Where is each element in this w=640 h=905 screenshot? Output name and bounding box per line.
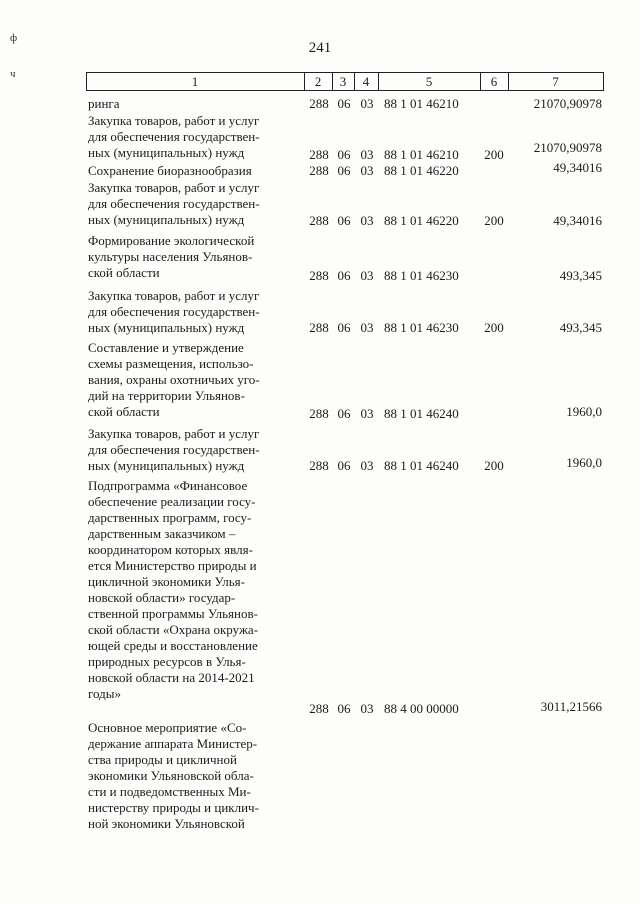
cell-col-5: 88 1 01 46230 [384, 268, 459, 283]
description-line: Сохранение биоразнообразия [88, 163, 252, 178]
description-line: ской области [88, 265, 160, 280]
cell-col-3: 06 [337, 406, 351, 421]
cell-col-4: 03 [360, 406, 374, 421]
description-line: дий на территории Ульянов- [88, 388, 245, 403]
cell-col-4: 03 [360, 213, 374, 228]
row-description [88, 113, 304, 161]
cell-col-3: 06 [337, 213, 351, 228]
row-description [88, 478, 304, 702]
header-col-1: 1 [191, 74, 199, 89]
cell-col-7: 1960,0 [566, 455, 602, 470]
cell-col-2: 288 [309, 406, 329, 421]
cell-col-7: 21070,90978 [533, 140, 602, 155]
cell-col-4: 03 [360, 268, 374, 283]
header-col-3: 3 [339, 74, 347, 89]
description-line: Основное мероприятие «Со- [88, 720, 247, 735]
cell-col-3: 06 [337, 320, 351, 335]
cell-col-7: 21070,90978 [533, 96, 602, 111]
header-col-5: 5 [425, 74, 433, 89]
cell-col-7: 493,345 [559, 268, 602, 283]
description-line: ных (муниципальных) нужд [88, 320, 245, 335]
cell-col-3: 06 [337, 96, 351, 111]
margin-mark-top: ф [10, 32, 18, 44]
cell-col-3: 06 [337, 701, 351, 716]
description-line: для обеспечения государствен- [88, 196, 260, 211]
description-line: для обеспечения государствен- [88, 129, 260, 144]
cell-col-6: 200 [484, 458, 504, 473]
cell-col-6: 200 [484, 213, 504, 228]
description-line: Закупка товаров, работ и услуг [88, 426, 260, 441]
description-line: Закупка товаров, работ и услуг [88, 288, 260, 303]
description-line: ющей среды и восстановление [88, 638, 258, 653]
description-line: для обеспечения государствен- [88, 442, 260, 457]
cell-col-2: 288 [309, 96, 329, 111]
cell-col-2: 288 [309, 147, 329, 162]
description-line: ной экономики Ульяновской [88, 816, 245, 831]
cell-col-7: 493,345 [559, 320, 602, 335]
description-line: Составление и утверждение [88, 340, 244, 355]
description-line: годы» [88, 686, 121, 701]
margin-mark-middle: ч [10, 68, 16, 80]
description-line: сти и подведомственных Ми- [88, 784, 251, 799]
header-col-2: 2 [314, 74, 322, 89]
cell-col-5: 88 1 01 46210 [384, 96, 459, 111]
header-col-7: 7 [552, 74, 559, 89]
cell-col-4: 03 [360, 163, 374, 178]
cell-col-5: 88 4 00 00000 [384, 701, 459, 716]
description-line: культуры населения Ульянов- [88, 249, 253, 264]
cell-col-3: 06 [337, 147, 351, 162]
cell-col-6: 200 [484, 320, 504, 335]
description-line: вания, охраны охотничьих уго- [88, 372, 260, 387]
header-bottom-border [86, 90, 604, 91]
cell-col-5: 88 1 01 46230 [384, 320, 459, 335]
description-line: схемы размещения, использо- [88, 356, 254, 371]
description-line: новской области на 2014-2021 [88, 670, 255, 685]
cell-col-4: 03 [360, 701, 374, 716]
description-line: дарственных программ, госу- [88, 510, 252, 525]
row-description [88, 288, 304, 336]
cell-col-4: 03 [360, 147, 374, 162]
row-description [88, 340, 304, 420]
cell-col-3: 06 [337, 163, 351, 178]
cell-col-2: 288 [309, 701, 329, 716]
cell-col-4: 03 [360, 96, 374, 111]
cell-col-5: 88 1 01 46220 [384, 213, 459, 228]
header-top-border [86, 72, 604, 73]
cell-col-3: 06 [337, 458, 351, 473]
description-line: ных (муниципальных) нужд [88, 458, 245, 473]
page-number: 241 [308, 40, 332, 56]
cell-col-7: 1960,0 [566, 404, 602, 419]
description-line: ется Министерство природы и [88, 558, 257, 573]
cell-col-2: 288 [309, 268, 329, 283]
cell-col-5: 88 1 01 46240 [384, 458, 459, 473]
row-description [88, 426, 304, 474]
description-line: цикличной экономики Улья- [88, 574, 245, 589]
description-line: ственной программы Ульянов- [88, 606, 258, 621]
description-line: ства природы и цикличной [88, 752, 237, 767]
header-divider [603, 72, 604, 91]
description-line: нистерству природы и циклич- [88, 800, 259, 815]
description-line: экономики Ульяновской обла- [88, 768, 254, 783]
cell-col-4: 03 [360, 458, 374, 473]
description-line: для обеспечения государствен- [88, 304, 260, 319]
description-line: дарственным заказчиком – [88, 526, 236, 541]
description-line: новской области» государ- [88, 590, 236, 605]
cell-col-7: 49,34016 [553, 160, 602, 175]
cell-col-7: 3011,21566 [540, 699, 602, 714]
row-description [88, 163, 304, 179]
row-description [88, 233, 304, 281]
cell-col-7: 49,34016 [553, 213, 602, 228]
cell-col-5: 88 1 01 46220 [384, 163, 459, 178]
description-line: ской области «Охрана окружа- [88, 622, 259, 637]
cell-col-2: 288 [309, 320, 329, 335]
description-line: держание аппарата Министер- [88, 736, 258, 751]
header-col-4: 4 [362, 74, 370, 89]
cell-col-5: 88 1 01 46240 [384, 406, 459, 421]
row-description [88, 96, 304, 112]
cell-col-2: 288 [309, 163, 329, 178]
header-col-6: 6 [490, 74, 498, 89]
description-line: обеспечение реализации госу- [88, 494, 256, 509]
description-line: ных (муниципальных) нужд [88, 212, 245, 227]
description-line: Формирование экологической [88, 233, 255, 248]
cell-col-2: 288 [309, 458, 329, 473]
cell-col-3: 06 [337, 268, 351, 283]
description-line: ринга [88, 96, 120, 111]
cell-col-4: 03 [360, 320, 374, 335]
description-line: ных (муниципальных) нужд [88, 145, 245, 160]
cell-col-6: 200 [484, 147, 504, 162]
description-line: природных ресурсов в Улья- [88, 654, 246, 669]
description-line: ской области [88, 404, 160, 419]
description-line: координатором которых явля- [88, 542, 253, 557]
description-line: Закупка товаров, работ и услуг [88, 180, 260, 195]
cell-col-2: 288 [309, 213, 329, 228]
description-line: Подпрограмма «Финансовое [88, 478, 248, 493]
row-description [88, 180, 304, 228]
row-description [88, 720, 304, 832]
description-line: Закупка товаров, работ и услуг [88, 113, 260, 128]
cell-col-5: 88 1 01 46210 [384, 147, 459, 162]
